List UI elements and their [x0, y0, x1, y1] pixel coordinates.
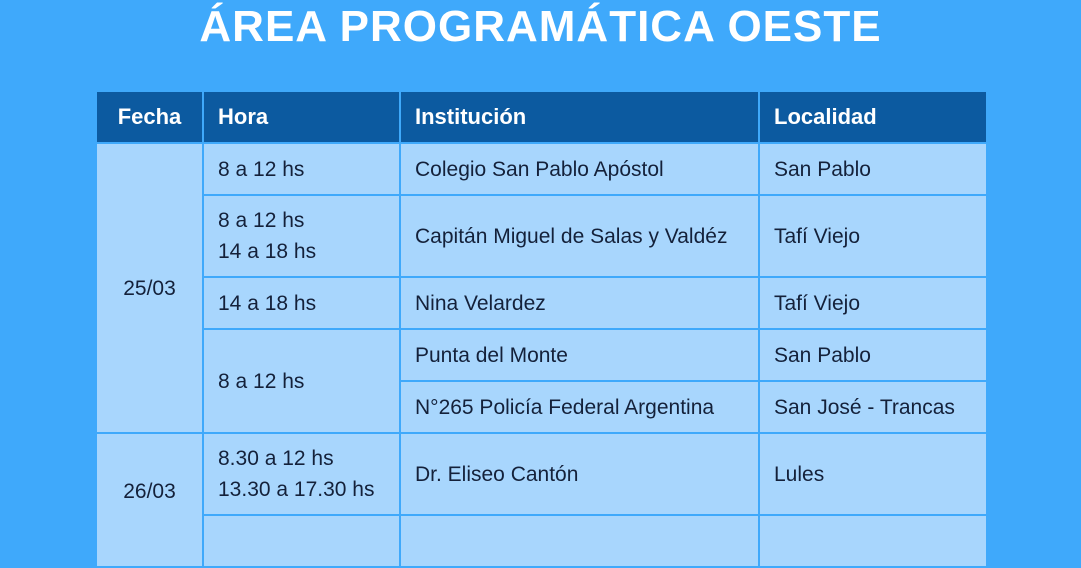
localidad-cell: Tafí Viejo [759, 277, 987, 329]
localidad-cell: Lules [759, 433, 987, 515]
hora-line: 13.30 a 17.30 hs [218, 478, 375, 501]
table-row [96, 195, 987, 277]
table-row [96, 329, 987, 381]
hora-line: 14 a 18 hs [218, 291, 317, 315]
localidad-cell: San Pablo [759, 143, 987, 195]
localidad-cell: San José - Trancas [759, 381, 987, 433]
institucion-cell: Dr. Eliseo Cantón [400, 433, 759, 515]
localidad-cell [759, 515, 987, 567]
localidad-cell: San Pablo [759, 329, 987, 381]
fecha-cell: 26/03 [96, 433, 203, 567]
hora-line: 14 a 18 hs [218, 240, 317, 263]
table-row [96, 277, 987, 329]
hora-cell [203, 515, 400, 567]
hora-line: 8 a 12 hs [218, 369, 305, 393]
institucion-cell [400, 515, 759, 567]
table-row [96, 433, 987, 515]
hora-cell [203, 329, 400, 433]
hora-cell [203, 195, 400, 277]
table-row [96, 143, 987, 195]
hora-cell [203, 277, 400, 329]
hora-line: 8 a 12 hs [218, 157, 305, 181]
column-header-fecha: Fecha [96, 91, 203, 143]
table-row [96, 515, 987, 567]
hora-line: 8.30 a 12 hs [218, 447, 334, 470]
column-header-hora: Hora [203, 91, 400, 143]
table-header-row [96, 91, 987, 143]
schedule-table [95, 90, 988, 568]
localidad-cell: Tafí Viejo [759, 195, 987, 277]
institucion-cell: Nina Velardez [400, 277, 759, 329]
hora-cell [203, 433, 400, 515]
hora-line: 8 a 12 hs [218, 209, 305, 232]
fecha-cell: 25/03 [96, 143, 203, 433]
institucion-cell: Capitán Miguel de Salas y Valdéz [400, 195, 759, 277]
column-header-institucion: Institución [400, 91, 759, 143]
institucion-cell: Colegio San Pablo Apóstol [400, 143, 759, 195]
page-title: ÁREA PROGRAMÁTICA OESTE [199, 2, 882, 51]
column-header-localidad: Localidad [759, 91, 987, 143]
institucion-cell: Punta del Monte [400, 329, 759, 381]
institucion-cell: N°265 Policía Federal Argentina [400, 381, 759, 433]
hora-cell [203, 143, 400, 195]
